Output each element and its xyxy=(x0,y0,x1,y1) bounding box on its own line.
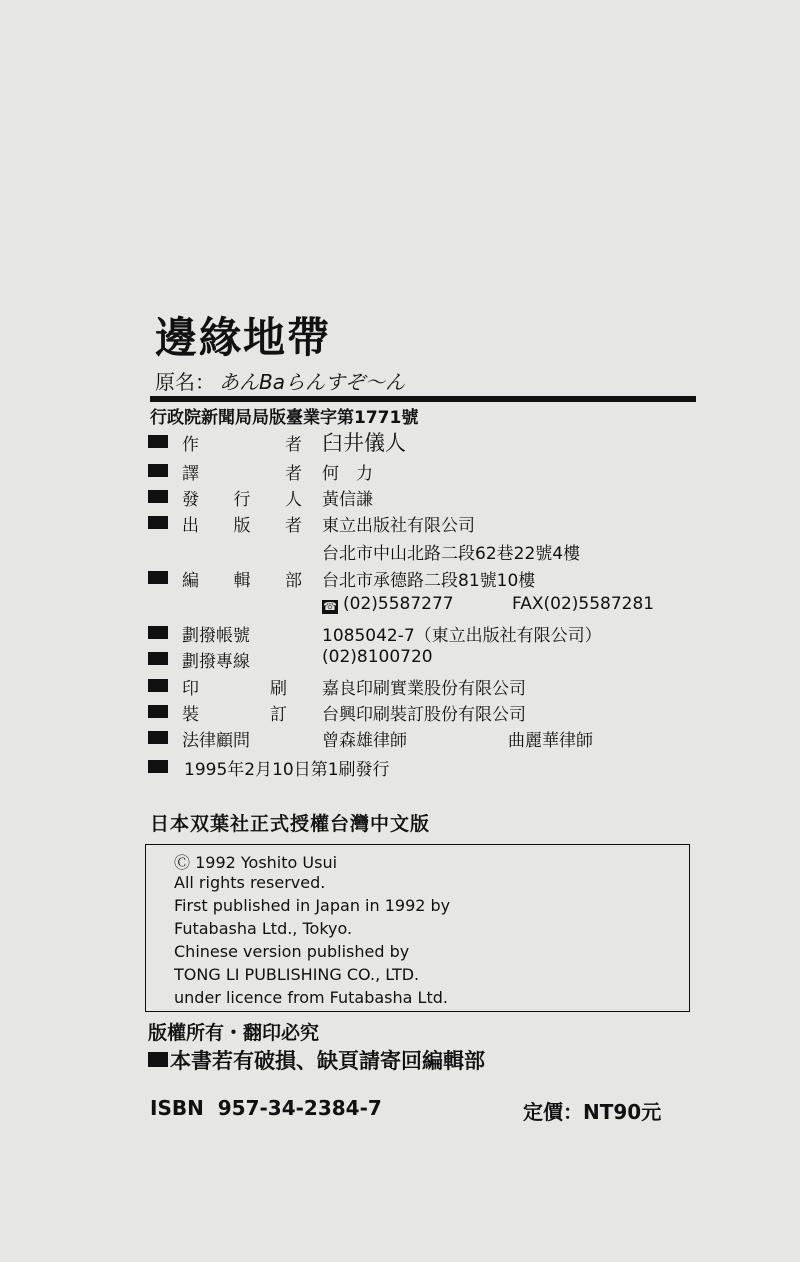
bullet-square xyxy=(148,516,168,529)
damage-notice: 本書若有破損、缺頁請寄回編輯部 xyxy=(148,1045,485,1075)
bullet-square xyxy=(148,464,168,477)
credit-value: 台興印刷裝訂股份有限公司 xyxy=(322,705,526,725)
copyright-line: All rights reserved. xyxy=(174,873,326,892)
credit-value: 東立出版社有限公司 xyxy=(322,516,475,536)
bullet-square xyxy=(148,1052,168,1067)
bullet-square xyxy=(148,626,168,639)
bullet-square xyxy=(148,731,168,744)
phone-icon: ☎ xyxy=(323,600,337,613)
rights-statement: 版權所有・翻印必究 xyxy=(148,1022,320,1044)
credit-value: 黃信謙 xyxy=(322,490,373,510)
legal-counsel-1: 曾森雄律師 xyxy=(322,731,407,751)
credit-value: 何 力 xyxy=(322,464,373,484)
editorial-address: 台北市承德路二段81號10樓 xyxy=(322,571,536,591)
credit-label: 裝 訂 xyxy=(182,705,287,725)
isbn: ISBN 957-34-2384-7 xyxy=(150,1096,382,1120)
original-title-value: あんBaらんすぞ〜ん xyxy=(219,370,405,394)
book-title: 邊緣地帶 xyxy=(155,313,332,362)
credit-label: 劃撥帳號 xyxy=(182,626,250,646)
bullet-square xyxy=(148,571,168,584)
bullet-square xyxy=(148,679,168,692)
credit-value: (02)8100720 xyxy=(322,647,433,667)
credit-value: 臼井儀人 xyxy=(322,431,406,455)
copyright-box xyxy=(145,844,690,1012)
authorization-statement: 日本双葉社正式授權台灣中文版 xyxy=(150,813,431,835)
credit-value: 1085042-7（東立出版社有限公司） xyxy=(322,626,602,646)
license-number: 行政院新聞局局版臺業字第1771號 xyxy=(150,408,419,428)
credit-label: 作 者 xyxy=(182,435,302,455)
phone-number: ☎ (02)5587277 xyxy=(323,594,454,614)
original-title xyxy=(155,366,405,395)
copyright-line: under licence from Futabasha Ltd. xyxy=(174,988,448,1007)
bullet-square xyxy=(148,705,168,718)
bullet-square xyxy=(148,760,168,773)
copyright-line: First published in Japan in 1992 by xyxy=(174,896,451,915)
bullet-square xyxy=(148,652,168,665)
copyright-line: Chinese version published by xyxy=(174,942,410,961)
credit-label: 法律顧問 xyxy=(182,731,250,751)
copyright-line: Ⓒ 1992 Yoshito Usui xyxy=(174,853,338,872)
fax-number: FAX(02)5587281 xyxy=(512,594,655,614)
credit-value: 嘉良印刷實業股份有限公司 xyxy=(322,679,526,699)
bullet-square xyxy=(148,435,168,448)
copyright-line: Futabasha Ltd., Tokyo. xyxy=(174,919,353,938)
price: 定價：NT90元 xyxy=(523,1100,662,1124)
copyright-line: TONG LI PUBLISHING CO., LTD. xyxy=(174,965,420,984)
credit-label: 出 版 者 xyxy=(182,516,302,536)
title-divider xyxy=(150,396,696,402)
credit-label: 編 輯 部 xyxy=(182,571,302,591)
credit-label: 譯 者 xyxy=(182,464,302,484)
bullet-square xyxy=(148,490,168,503)
publication-date: 1995年2月10日第1刷發行 xyxy=(184,760,390,780)
legal-counsel-2: 曲麗華律師 xyxy=(508,731,593,751)
original-title-label: 原名： xyxy=(155,370,215,394)
credit-label: 發 行 人 xyxy=(182,490,302,510)
credit-label: 劃撥專線 xyxy=(182,652,250,672)
credit-label: 印 刷 xyxy=(182,679,287,699)
publisher-address: 台北市中山北路二段62巷22號4樓 xyxy=(322,544,581,564)
